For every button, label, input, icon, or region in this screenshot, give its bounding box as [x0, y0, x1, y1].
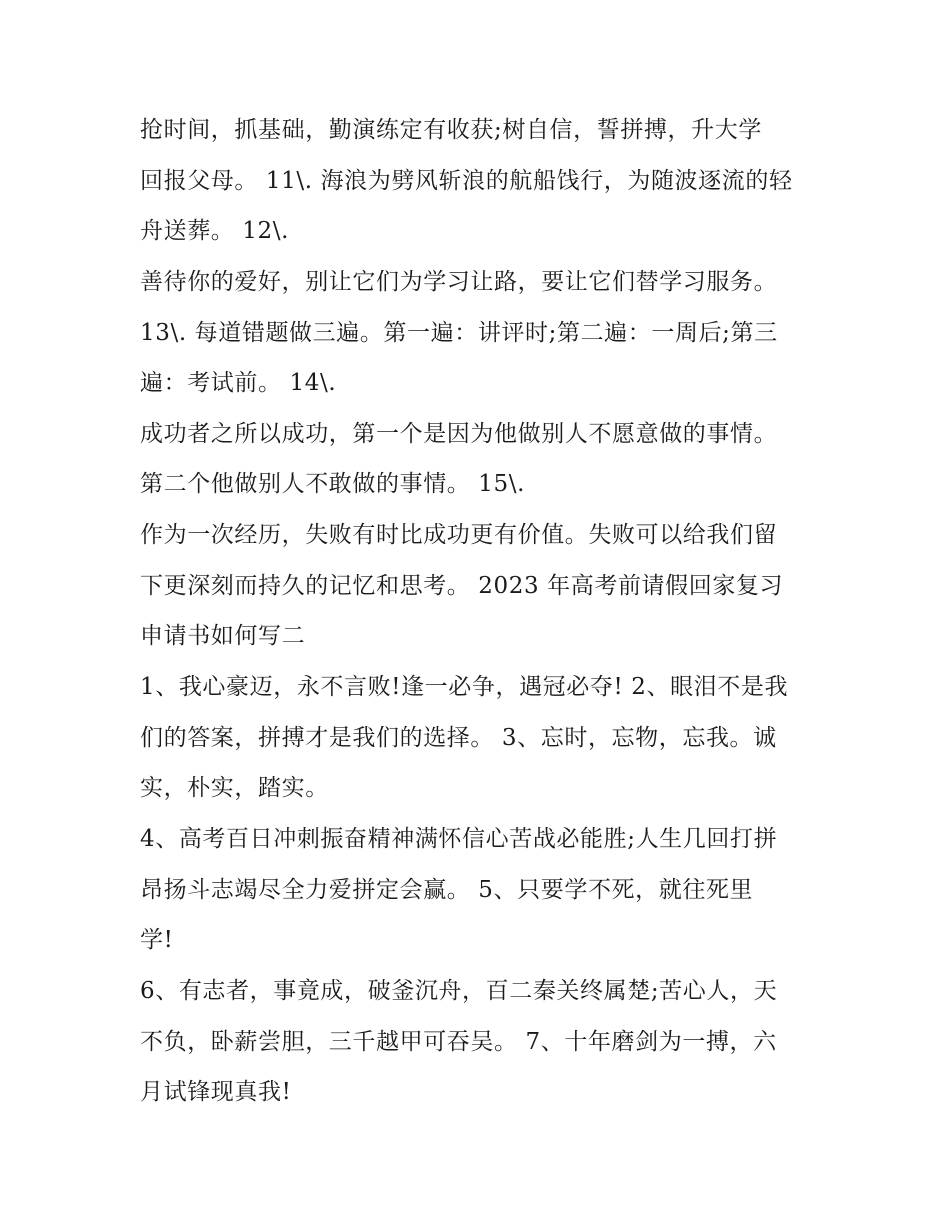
text-line: 学! [140, 927, 174, 953]
text-line: 昂扬斗志竭尽全力爱拼定会赢。 5、只要学不死，就往死里 [140, 877, 754, 903]
text-line: 抢时间，抓基础，勤演练定有收获;树自信，誓拼搏，升大学 [140, 117, 762, 143]
text-line: 13\. 每道错题做三遍。第一遍：讲评时;第二遍：一周后;第三 [140, 320, 778, 346]
text-line: 6、有志者，事竟成，破釜沉舟，百二秦关终属楚;苦心人，天 [140, 978, 778, 1004]
text-line: 作为一次经历，失败有时比成功更有价值。失败可以给我们留 [140, 522, 778, 548]
text-line: 回报父母。 11\. 海浪为劈风斩浪的航船饯行，为随波逐流的轻 [140, 168, 793, 194]
text-line: 第二个他做别人不敢做的事情。 15\. [140, 471, 526, 497]
text-line: 1、我心豪迈，永不言败!逢一必争，遇冠必夺! 2、眼泪不是我 [140, 674, 789, 700]
text-line: 舟送葬。 12\. [140, 218, 290, 244]
text-line: 不负，卧薪尝胆，三千越甲可吞吴。 7、十年磨剑为一搏，六 [140, 1029, 777, 1055]
text-line: 4、高考百日冲刺振奋精神满怀信心苦战必能胜;人生几回打拼 [140, 826, 778, 852]
text-line: 实，朴实，踏实。 [140, 775, 329, 801]
text-line: 下更深刻而持久的记忆和思考。 2023 年高考前请假回家复习 [140, 573, 784, 599]
text-line: 成功者之所以成功，第一个是因为他做别人不愿意做的事情。 [140, 421, 778, 447]
text-line: 们的答案，拼搏才是我们的选择。 3、忘时，忘物，忘我。诚 [140, 725, 777, 751]
text-line: 月试锋现真我! [140, 1079, 292, 1105]
text-line: 善待你的爱好，别让它们为学习让路，要让它们替学习服务。 [140, 269, 778, 295]
text-line: 申请书如何写二 [140, 623, 306, 649]
text-line: 遍：考试前。 14\. [140, 370, 337, 396]
